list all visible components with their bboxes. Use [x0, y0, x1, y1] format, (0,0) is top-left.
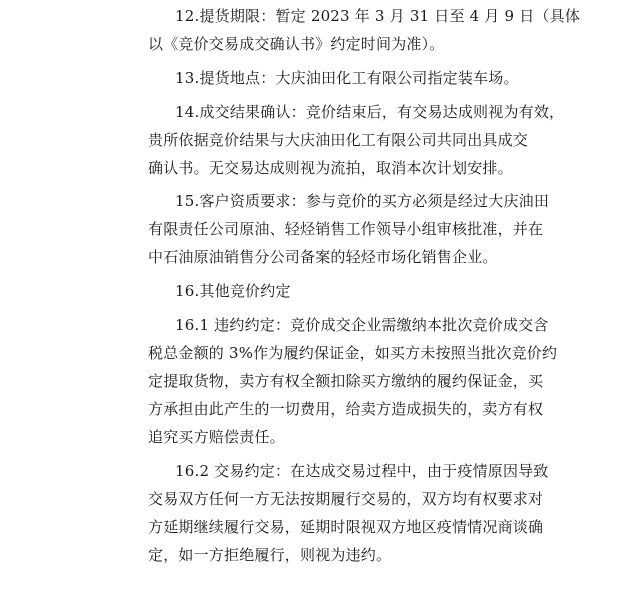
paragraph-16-2-line-4: 定，如一方拒绝履行，则视为违约。	[148, 546, 392, 564]
paragraph-16-2-line-1: 16.2 交易约定：在达成交易过程中，由于疫情原因导致	[175, 462, 549, 480]
paragraph-16-2-line-3: 方延期继续履行交易，延期时限视双方地区疫情情况商谈确	[148, 518, 544, 536]
paragraph-15-line-1: 15.客户资质要求：参与竞价的买方必须是经过大庆油田	[175, 192, 550, 210]
paragraph-14-line-1: 14.成交结果确认：竞价结束后，有交易达成则视为有效，	[175, 103, 565, 121]
paragraph-14-line-2: 贵所依据竞价结果与大庆油田化工有限公司共同出具成交	[148, 131, 529, 149]
paragraph-16-2-line-2: 交易双方任何一方无法按期履行交易的，双方均有权要求对	[148, 490, 544, 508]
paragraph-13-line-1: 13.提货地点：大庆油田化工有限公司指定装车场。	[175, 69, 519, 87]
paragraph-14-line-3: 确认书。无交易达成则视为流拍，取消本次计划安排。	[148, 159, 513, 177]
paragraph-15-line-3: 中石油原油销售分公司备案的轻烃市场化销售企业。	[148, 248, 498, 266]
paragraph-16-1-line-1: 16.1 违约约定：竞价成交企业需缴纳本批次竞价成交含	[175, 316, 549, 334]
paragraph-16-1-line-5: 追究买方赔偿责任。	[148, 428, 285, 446]
paragraph-16-1-line-4: 方承担由此产生的一切费用，给卖方造成损失的，卖方有权	[148, 400, 544, 418]
paragraph-12-line-2: 以《竞价交易成交确认书》约定时间为准）。	[148, 35, 445, 53]
paragraph-16-1-line-2: 税总金额的 3%作为履约保证金，如买方未按照当批次竞价约	[148, 344, 558, 362]
paragraph-16-heading: 16.其他竞价约定	[175, 282, 291, 300]
paragraph-12-line-1: 12.提货期限：暂定 2023 年 3 月 31 日至 4 月 9 日（具体	[175, 7, 581, 25]
paragraph-15-line-2: 有限责任公司原油、轻烃销售工作领导小组审核批准，并在	[148, 220, 544, 238]
paragraph-16-1-line-3: 定提取货物，卖方有权全额扣除买方缴纳的履约保证金，买	[148, 372, 544, 390]
